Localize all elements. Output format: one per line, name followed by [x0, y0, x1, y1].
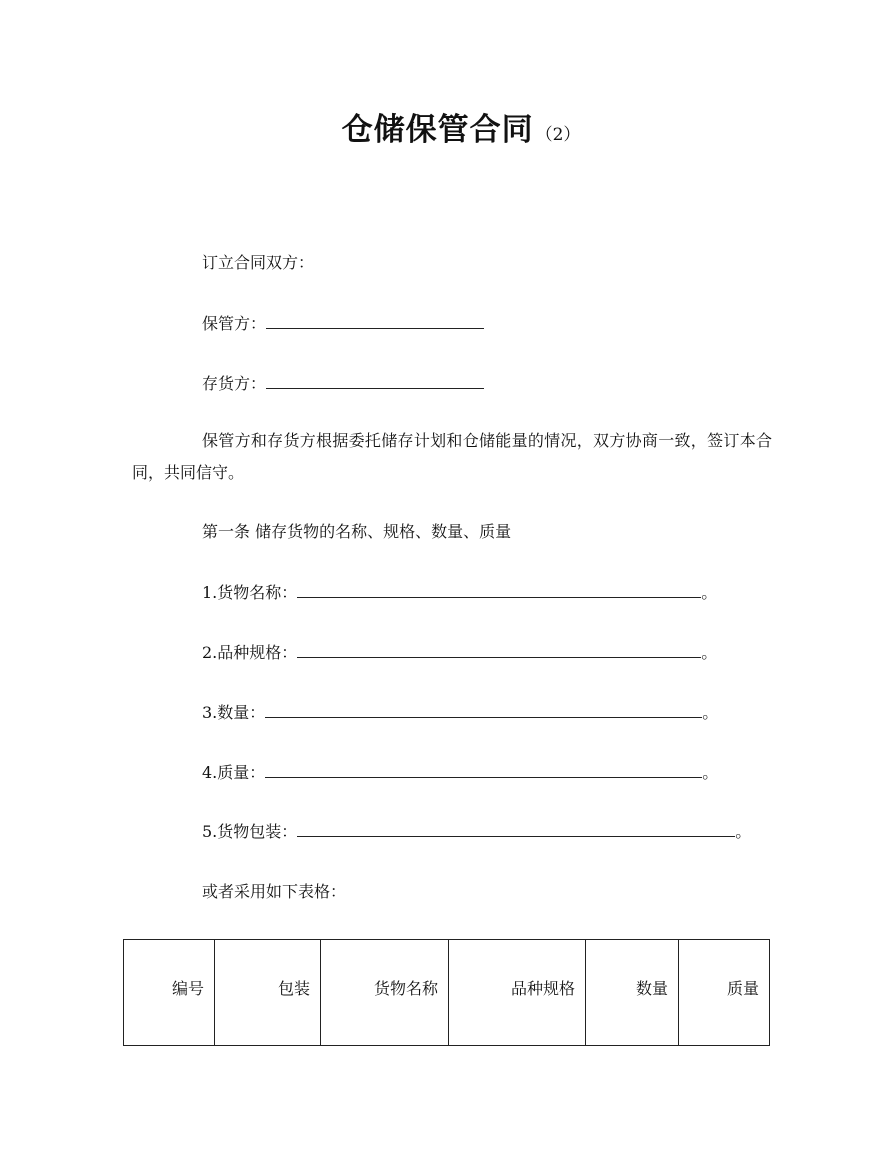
depositor-blank[interactable]: [266, 373, 484, 389]
header-cell-id: 编号: [124, 940, 215, 1046]
title-number: （2）: [535, 125, 581, 145]
item-label: 4.质量：: [202, 763, 266, 782]
intro-line: 订立合同双方：: [202, 253, 315, 272]
document-title: [0, 104, 892, 149]
keeper-line: [202, 313, 484, 334]
depositor-label: 存货方：: [202, 374, 267, 393]
item-label: 5.货物包装：: [202, 822, 298, 841]
item-label: 1.货物名称：: [202, 583, 298, 602]
item-packaging: [202, 821, 751, 842]
item-end: 。: [702, 763, 719, 782]
header-cell-quantity: 数量: [586, 940, 679, 1046]
item-label: 3.数量：: [202, 703, 266, 722]
header-cell-goods-name: 货物名称: [321, 940, 449, 1046]
depositor-line: [202, 373, 484, 394]
item-spec: [202, 642, 717, 663]
item-end: 。: [701, 583, 718, 602]
item-end: 。: [701, 643, 718, 662]
item-quality: [202, 762, 718, 783]
item-label: 2.品种规格：: [202, 643, 298, 662]
article1-heading: 第一条 储存货物的名称、规格、数量、质量: [202, 522, 512, 541]
goods-name-blank[interactable]: [297, 582, 701, 598]
goods-table: [123, 939, 770, 1046]
quality-blank[interactable]: [265, 762, 702, 778]
item-quantity: [202, 702, 718, 723]
header-cell-packaging: 包装: [215, 940, 321, 1046]
item-end: 。: [735, 822, 752, 841]
table-intro: 或者采用如下表格：: [202, 882, 347, 901]
table-header-row: [124, 940, 770, 1046]
preamble-paragraph: 保管方和存货方根据委托储存计划和仓储能量的情况，双方协商一致，签订本合同，共同信守。: [132, 431, 772, 482]
header-cell-quality: 质量: [679, 940, 770, 1046]
keeper-label: 保管方：: [202, 314, 267, 333]
quantity-blank[interactable]: [265, 702, 702, 718]
item-goods-name: [202, 582, 717, 603]
keeper-blank[interactable]: [266, 313, 484, 329]
header-cell-spec: 品种规格: [449, 940, 586, 1046]
title-main: 仓储保管合同: [341, 112, 534, 148]
item-end: 。: [702, 703, 719, 722]
packaging-blank[interactable]: [297, 821, 735, 837]
spec-blank[interactable]: [297, 642, 701, 658]
